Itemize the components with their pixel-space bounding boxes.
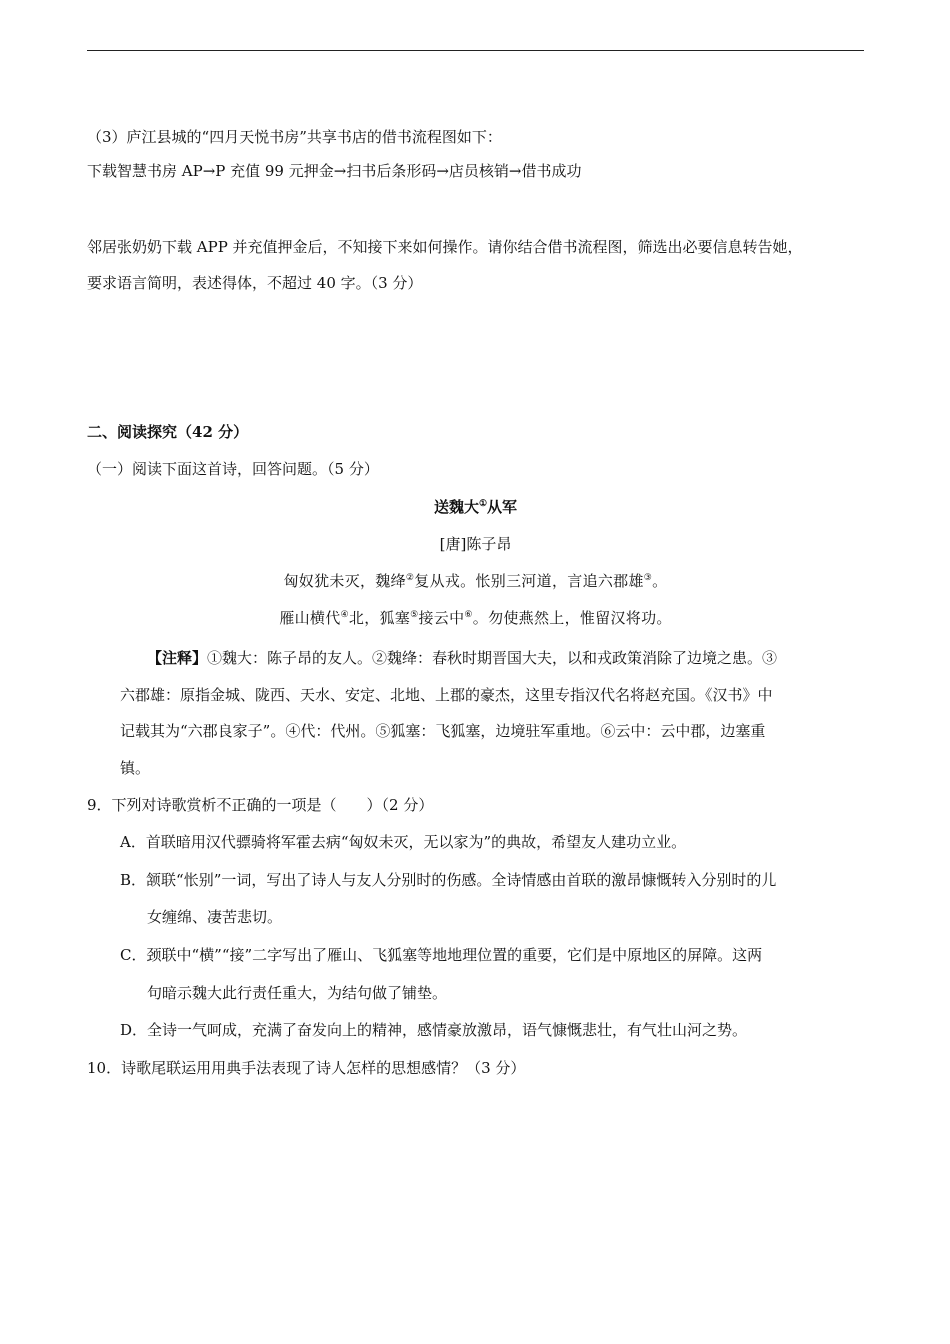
- q9-option-b-line1: B．颔联“怅别”一词，写出了诗人与友人分别时的伤感。全诗情感由首联的激昂慷慨转入分别时的儿: [120, 871, 777, 889]
- q3-intro: （3）庐江县城的“四月天悦书房”共享书店的借书流程图如下：: [87, 128, 502, 146]
- poem-line-1: 匈奴犹未灭，魏绛②复从戎。怅别三河道，言追六郡雄③。: [283, 572, 668, 590]
- notes-line3: 记载其为“六郡良家子”。④代：代州。⑤狐塞：飞狐塞，边境驻军重地。⑥云中：云中郡，边塞重: [120, 722, 766, 740]
- header-rule: [87, 50, 864, 51]
- section-heading: 二、阅读探究（42 分）: [87, 423, 249, 441]
- q9-option-c-line1: C．颈联中“横”“接”二字写出了雁山、飞狐塞等地地理位置的重要，它们是中原地区的屏障。这两: [120, 946, 763, 964]
- q9-option-b-line2: 女缠绵、凄苦悲切。: [147, 908, 283, 926]
- notes-line4: 镇。: [120, 759, 151, 777]
- q9-option-a: A．首联暗用汉代骠骑将军霍去病“匈奴未灭，无以家为”的典故，希望友人建功立业。: [120, 833, 687, 851]
- q9-option-d: D．全诗一气呵成，充满了奋发向上的精神，感情豪放激昂，语气慷慨悲壮，有气壮山河之势。: [120, 1021, 748, 1039]
- poem-title: 送魏大①从军: [433, 498, 518, 516]
- q3-flow: 下载智慧书房 AP→P 充值 99 元押金→扫书后条形码→店员核销→借书成功: [87, 162, 582, 180]
- part1-instruction: （一）阅读下面这首诗，回答问题。（5 分）: [87, 460, 379, 478]
- q9-stem: 9．下列对诗歌赏析不正确的一项是（ ）（2 分）: [87, 796, 434, 814]
- q9-option-c-line2: 句暗示魏大此行责任重大，为结句做了铺垫。: [147, 984, 448, 1002]
- notes-line1: 【注释】①魏大：陈子昂的友人。②魏绛：春秋时期晋国大夫，以和戎政策消除了边境之患。③: [147, 649, 778, 667]
- q3-task-line1: 邻居张奶奶下载 APP 并充值押金后，不知接下来如何操作。请你结合借书流程图，筛选出必要信息转告她，: [87, 238, 803, 256]
- poem-line-2: 雁山横代④北，狐塞⑤接云中⑥。勿使燕然上，惟留汉将功。: [279, 609, 672, 627]
- poem-author: [唐]陈子昂: [439, 535, 512, 553]
- notes-line2: 六郡雄：原指金城、陇西、天水、安定、北地、上郡的豪杰，这里专指汉代名将赵充国。《汉书》中: [120, 686, 773, 704]
- q3-task-line2: 要求语言简明，表述得体，不超过 40 字。（3 分）: [87, 274, 423, 292]
- q10-stem: 10．诗歌尾联运用用典手法表现了诗人怎样的思想感情？（3 分）: [87, 1059, 526, 1077]
